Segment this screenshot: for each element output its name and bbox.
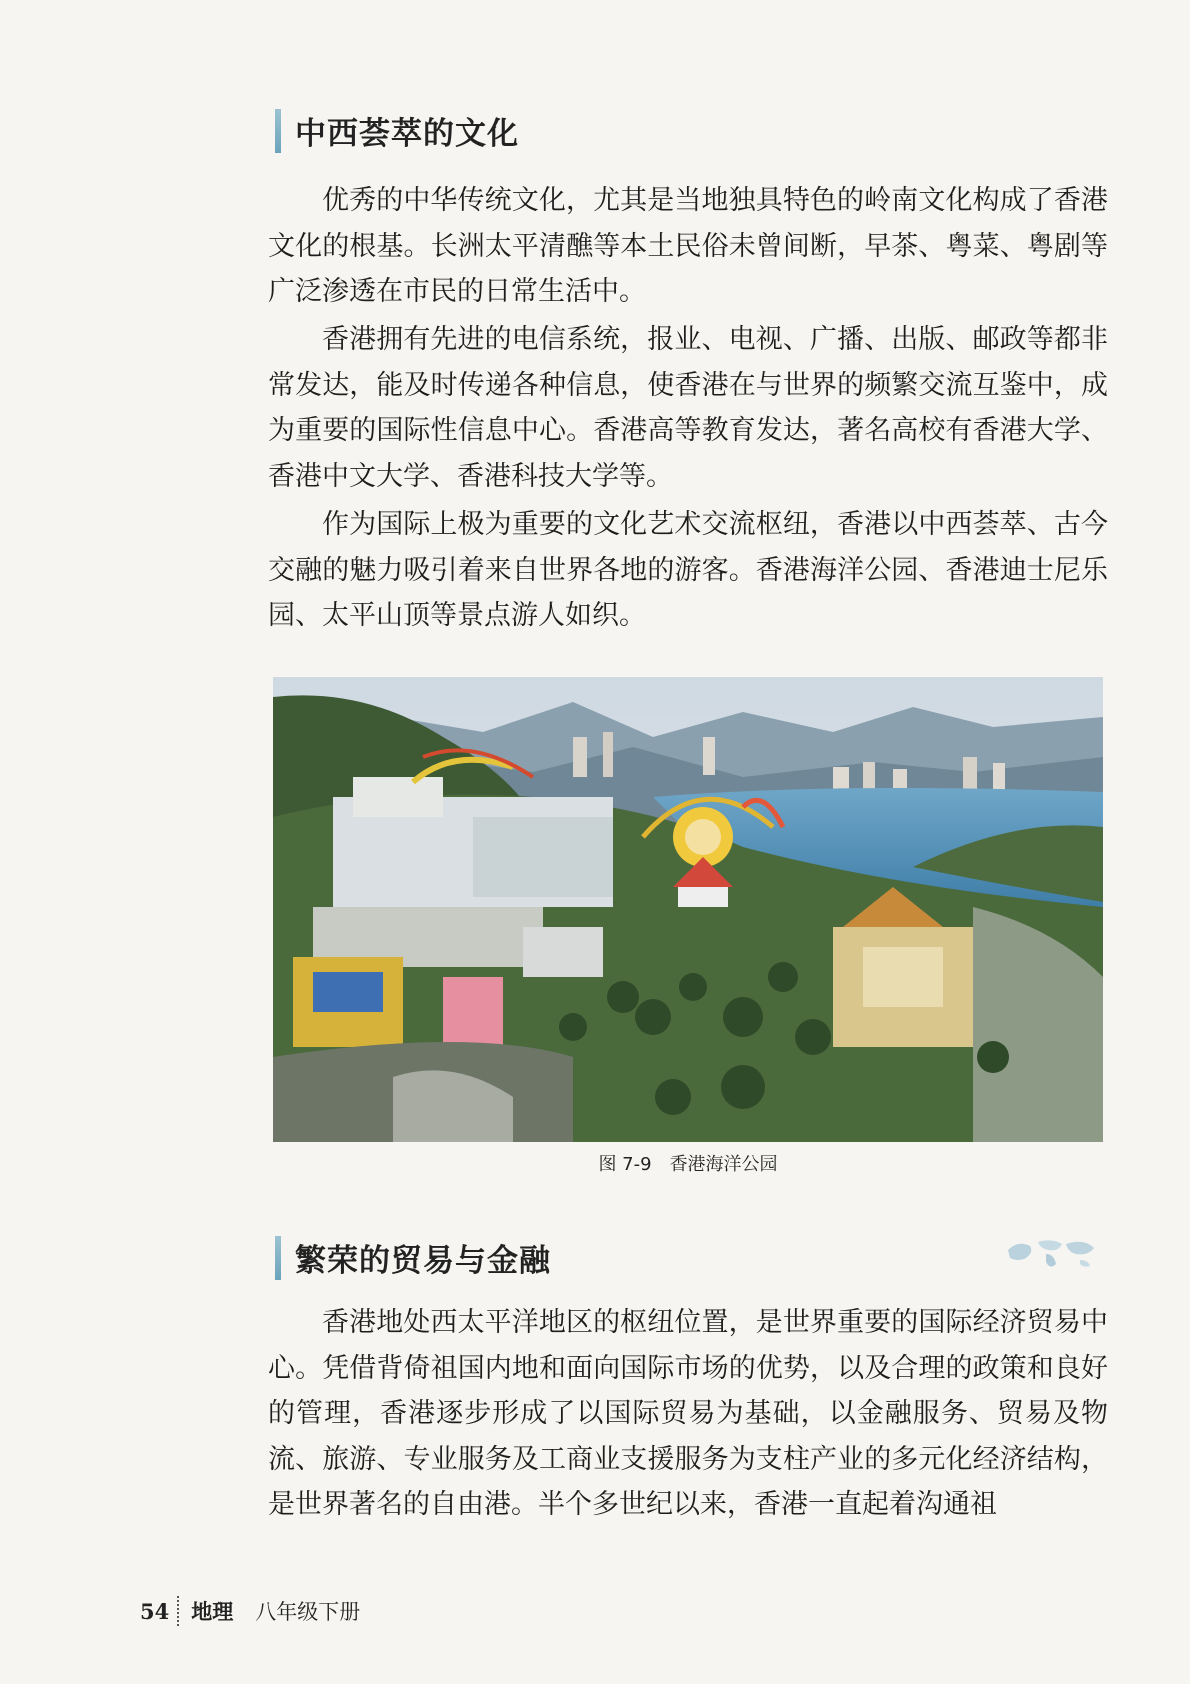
figure-title: 香港海洋公园	[669, 1154, 778, 1175]
section-heading-trade	[275, 1235, 551, 1280]
section-heading-culture	[275, 108, 519, 153]
heading-bar	[275, 109, 281, 153]
page-number: 54	[140, 1598, 170, 1624]
section-title: 繁荣的贸易与金融	[295, 1243, 551, 1279]
figure-number: 图 7-9	[598, 1154, 652, 1175]
photo-illustration	[273, 677, 1103, 1142]
footer-divider	[177, 1596, 183, 1626]
section-title: 中西荟萃的文化	[295, 116, 519, 152]
grade-label: 八年级下册	[255, 1600, 361, 1624]
subject-label: 地理	[191, 1600, 234, 1624]
paragraph: 香港地处西太平洋地区的枢纽位置，是世界重要的国际经济贸易中心。凭借背倚祖国内地和面向国际市场的优势，以及合理的政策和良好的管理，香港逐步形成了以国际贸易为基础，以金融服务、贸易及物流、旅游、专业服务及工商业支援服务为支柱产业的多元化经济结构，是世界著名的自由港。半个多世纪以来，香港一直起着沟通祖	[268, 1307, 1108, 1520]
paragraph: 香港拥有先进的电信系统，报业、电视、广播、出版、邮政等都非常发达，能及时传递各种信息，使香港在与世界的频繁交流互鉴中，成为重要的国际性信息中心。香港高等教育发达，著名高校有香港大学、香港中文大学、香港科技大学等。	[268, 324, 1108, 492]
paragraph: 作为国际上极为重要的文化艺术交流枢纽，香港以中西荟萃、古今交融的魅力吸引着来自世界各地的游客。香港海洋公园、香港迪士尼乐园、太平山顶等景点游人如织。	[268, 509, 1108, 631]
ocean-park-photo	[273, 677, 1103, 1142]
paragraph: 优秀的中华传统文化，尤其是当地独具特色的岭南文化构成了香港文化的根基。长洲太平清醮等本土民俗未曾间断，早茶、粤菜、粤剧等广泛渗透在市民的日常生活中。	[268, 185, 1108, 307]
figure-caption	[0, 1150, 1190, 1176]
page-footer	[140, 1596, 360, 1626]
heading-bar	[275, 1236, 281, 1280]
world-map-icon	[1000, 1232, 1100, 1274]
